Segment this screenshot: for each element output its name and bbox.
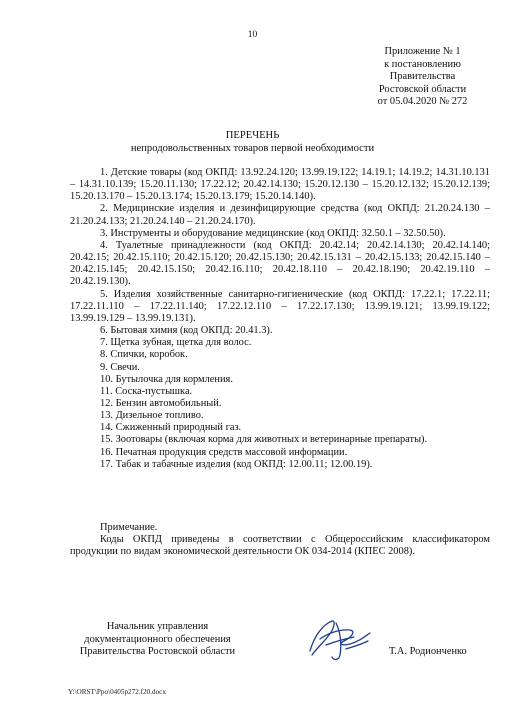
page-number: 10 bbox=[247, 30, 258, 40]
signatory-title-line: Начальник управления bbox=[106, 621, 209, 632]
signatory-title bbox=[70, 621, 245, 659]
signatory-title-line: Правительства Ростовской области bbox=[79, 646, 236, 658]
signatory-name: Т.А. Родионченко bbox=[389, 646, 467, 657]
goods-list bbox=[70, 167, 490, 471]
list-item: 16. Печатная продукция средств массовой информации. bbox=[100, 446, 348, 458]
file-path-footer: Y:\ORST\Ppo\0405p272.f20.docx bbox=[68, 688, 166, 696]
document-title: ПЕРЕЧЕНЬ bbox=[225, 130, 280, 141]
list-item: 5. Изделия хозяйственные санитарно-гигиенические (код ОКПД: 17.22.1; 17.22.11; 17.22.11.110 – 17.22.11.140; 17.22.12.110 – 17.22.17.130; 13.99.19.121; 13.99.19.122; 13.99.19.129 – 13.99.19.131). bbox=[70, 288, 490, 324]
handwritten-signature bbox=[296, 615, 376, 665]
list-item: 13. Дизельное топливо. bbox=[100, 410, 204, 422]
note-title: Примечание. bbox=[100, 522, 158, 533]
list-item: 7. Щетка зубная, щетка для волос. bbox=[100, 337, 252, 349]
document-heading bbox=[0, 130, 505, 155]
signatory-title-line: документационного обеспечения bbox=[84, 633, 231, 645]
list-item: 17. Табак и табачные изделия (код ОКПД: 12.00.11; 12.00.19). bbox=[100, 458, 373, 470]
list-item: 1. Детские товары (код ОКПД: 13.92.24.120; 13.99.19.122; 14.19.1; 14.19.2; 14.31.10.131 – 14.31.10.139; 15.20.11.130; 17.22.12; 20.42.14.130; 15.20.12.130 – 15.20.12.132; 15.20.12.139; 15.20.13.170 – 15.20.13.174; 15.20.13.179; 15.20.14.140). bbox=[70, 167, 490, 203]
list-item: 2. Медицинские изделия и дезинфицирующие средства (код ОКПД: 21.20.24.130 – 21.20.24.133; 21.20.24.140 – 21.20.24.170). bbox=[70, 203, 490, 227]
list-item: 12. Бензин автомобильный. bbox=[100, 397, 222, 409]
appendix-header bbox=[355, 46, 490, 109]
appendix-line: Правительства bbox=[389, 71, 456, 83]
list-item: 11. Соска-пустышка. bbox=[100, 385, 193, 397]
appendix-line: к постановлению bbox=[384, 58, 461, 70]
list-item: 15. Зоотовары (включая корма для животных и ветеринарные препараты). bbox=[100, 434, 428, 446]
list-item: 9. Свечи. bbox=[100, 361, 140, 373]
list-item: 4. Туалетные принадлежности (код ОКПД: 20.42.14; 20.42.14.130; 20.42.14.140; 20.42.15; 20.42.15.110; 20.42.15.120; 20.42.15.130; 20.42.15.131 – 20.42.15.133; 20.42.15.140 – 20.42.15.145; 20.42.15.150; 20.42.16.110; 20.42.18.110 – 20.42.18.190; 20.42.19.110 – 20.42.19.130). bbox=[70, 239, 490, 288]
list-item: 10. Бутылочка для кормления. bbox=[100, 373, 233, 385]
appendix-line: Приложение № 1 bbox=[384, 46, 461, 57]
list-item: 8. Спички, коробок. bbox=[100, 349, 188, 361]
list-item: 14. Сжиженный природный газ. bbox=[100, 422, 242, 434]
list-item: 3. Инструменты и оборудование медицинские (код ОКПД: 32.50.1 – 32.50.50). bbox=[100, 227, 446, 239]
note-text: Коды ОКПД приведены в соответствии с Общероссийским классификатором продукции по видам экономической деятельности ОК 034-2014 (КПЕС 2008). bbox=[70, 534, 490, 558]
list-item: 6. Бытовая химия (код ОКПД: 20.41.3). bbox=[100, 325, 273, 337]
note-block bbox=[70, 522, 490, 558]
appendix-line: от 05.04.2020 № 272 bbox=[377, 96, 468, 108]
appendix-line: Ростовской области bbox=[378, 83, 467, 95]
document-subtitle: непродовольственных товаров первой необходимости bbox=[130, 142, 375, 154]
